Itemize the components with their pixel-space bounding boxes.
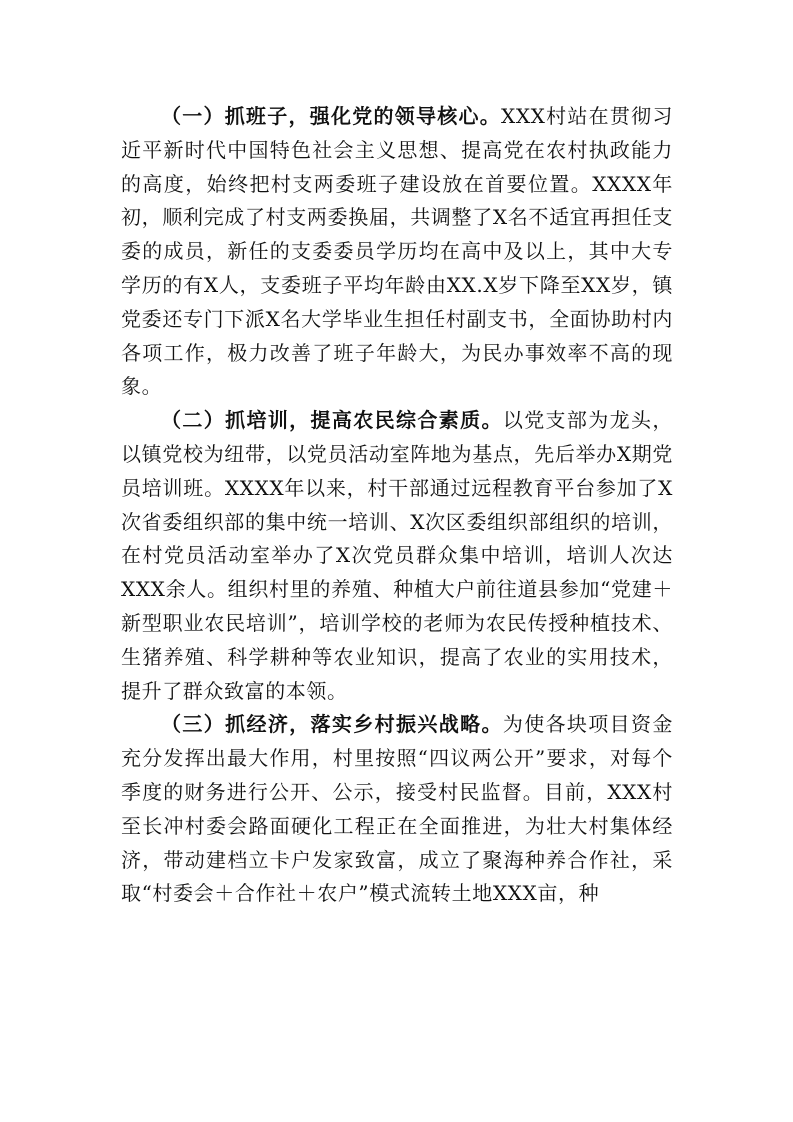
paragraph-text: XXX村站在贯彻习近平新时代中国特色社会主义思想、提高党在农村执政能力的高度，始终把村支两委班子建设放在首要位置。XXXX年初，顺利完成了村支两委换届，共调整了X名不适宜再担任支委的成员，新任的支委委员学历均在高中及以上，其中大专学历的有X人，支委班子平均年龄由XX.X岁下降至XX岁，镇党委还专门下派X名大学毕业生担任村副支书，全面协助村内各项工作，极力改善了班子年龄大，为民办事效率不高的现象。 bbox=[121, 104, 673, 399]
paragraph-text: 为使各块项目资金充分发挥出最大作用，村里按照“四议两公开”要求，对每个季度的财务进行公开、公示，接受村民监督。目前，XXX村至长冲村委会路面硬化工程正在全面推进，为壮大村集体经济，带动建档立卡户发家致富，成立了聚海种养合作社，采取“村委会＋合作社＋农户”模式流转土地XXX亩，种 bbox=[121, 712, 673, 906]
paragraph-heading: （一）抓班子，强化党的领导核心。 bbox=[161, 104, 501, 128]
document-body bbox=[121, 100, 673, 911]
paragraph-heading: （二）抓培训，提高农民综合素质。 bbox=[161, 408, 503, 433]
paragraph-training bbox=[121, 404, 673, 708]
paragraph-economy bbox=[121, 708, 673, 911]
paragraph-text: 以党支部为龙头，以镇党校为纽带，以党员活动室阵地为基点，先后举办X期党员培训班。XXXX年以来，村干部通过远程教育平台参加了X次省委组织部的集中统一培训、X次区委组织部组织的培训，在村党员活动室举办了X次党员群众集中培训，培训人次达XXX余人。组织村里的养殖、种植大户前往道县参加“党建＋新型职业农民培训”，培训学校的老师为农民传授种植技术、生猪养殖、科学耕种等农业知识，提高了农业的实用技术，提升了群众致富的本领。 bbox=[121, 408, 673, 703]
paragraph-leadership bbox=[121, 100, 673, 404]
paragraph-heading: （三）抓经济，落实乡村振兴战略。 bbox=[161, 712, 503, 737]
